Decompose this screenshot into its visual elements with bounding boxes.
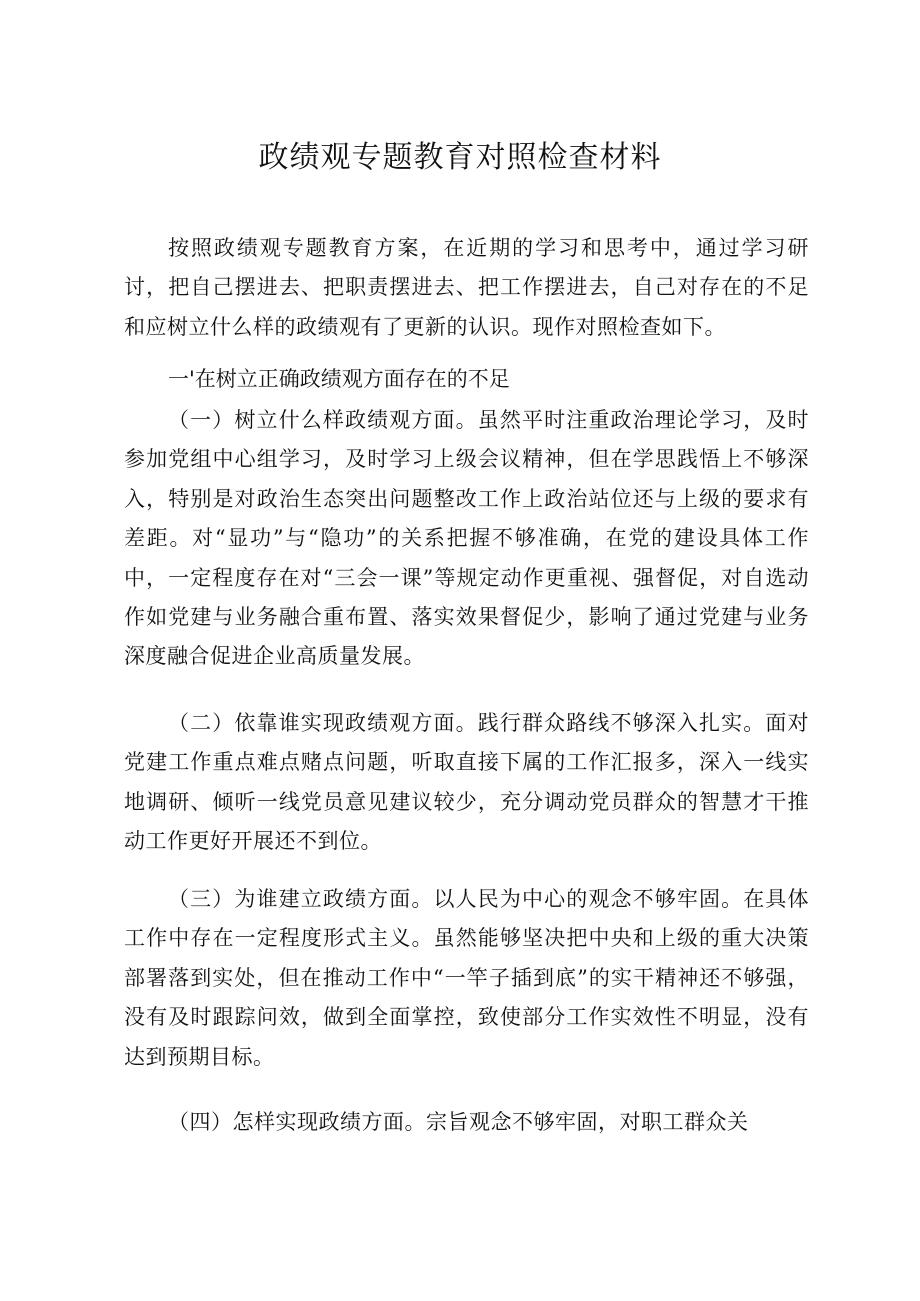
paragraph-item-3: （三）为谁建立政绩方面。以人民为中心的观念不够牢固。在具体工作中存在一定程度形式主义。虽然能够坚决把中央和上级的重大决策部署落到实处，但在推动工作中“一竿子插到底”的实干精神还不够强，没有及时跟踪问效，做到全面掌控，致使部分工作实效性不明显，没有达到预期目标。 — [124, 887, 809, 1069]
intro-paragraph: 按照政绩观专题教育方案，在近期的学习和思考中，通过学习研讨，把自己摆进去、把职责摆进去、把工作摆进去，自己对存在的不足和应树立什么样的政绩观有了更新的认识。现作对照检查如下。 — [124, 236, 809, 339]
document-title: 政绩观专题教育对照检查材料 — [258, 140, 662, 175]
paragraph-item-1: （一）树立什么样政绩观方面。虽然平时注重政治理论学习，及时参加党组中心组学习，及时学习上级会议精神，但在学思践悟上不够深入，特别是对政治生态突出问题整改工作上政治站位还与上级的要求有差距。对“显功”与“隐功”的关系把握不够准确，在党的建设具体工作中，一定程度存在对“三会一课”等规定动作更重视、强督促，对自选动作如党建与业务融合重布置、落实效果督促少，影响了通过党建与业务深度融合促进企业高质量发展。 — [124, 408, 809, 669]
paragraph-item-4: （四）怎样实现政绩方面。宗旨观念不够牢固，对职工群众关 — [168, 1110, 749, 1134]
paragraph-item-2: （二）依靠谁实现政绩观方面。践行群众路线不够深入扎实。面对党建工作重点难点赌点问题，听取直接下属的工作汇报多，深入一线实地调研、倾听一线党员意见建议较少，充分调动党员群众的智慧才干推动工作更好开展还不到位。 — [124, 711, 809, 854]
section-heading-1: 一'在树立正确政绩观方面存在的不足 — [168, 367, 510, 391]
